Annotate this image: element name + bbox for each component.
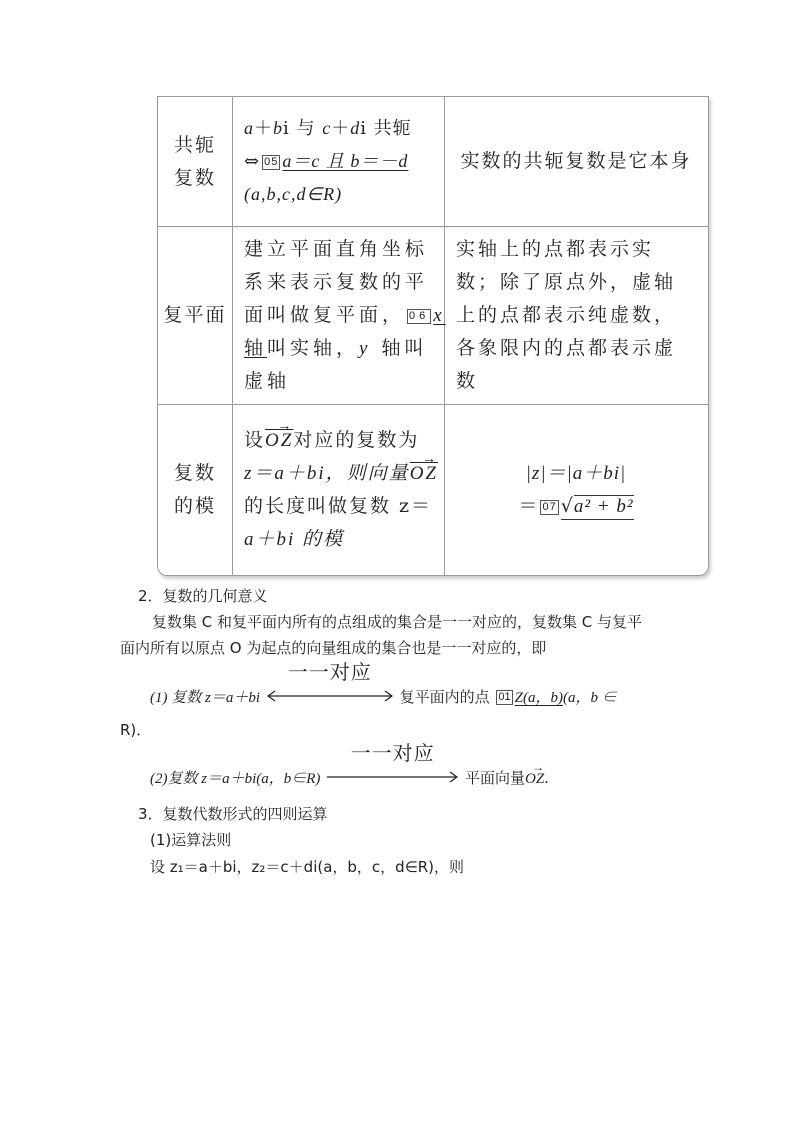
- vector-oz: → $\overline{OZ}$: [409, 451, 438, 484]
- mapping-item-1-tail: R)．: [120, 721, 152, 739]
- one-to-one-arrow: 一一对应: [325, 768, 460, 790]
- row-plane-definition: 建立平面直角坐标 系来表示复数的平 面叫做复平面， 06 x 轴叫实轴，y 轴叫 虚轴: [244, 237, 446, 392]
- row-modulus-name: 复数 的模: [173, 461, 216, 517]
- vector-oz: → OZ: [524, 760, 545, 787]
- paragraph: 复数集 C 和复平面内所有的点组成的集合是一一对应的，复数集 C 与复平: [152, 613, 643, 631]
- row-conjugate-name: 共轭 复数: [173, 133, 216, 189]
- row-plane-property: 实轴上的点都表示实数；除了原点外，虚轴上的点都表示纯虚数，各象限内的点都表示虚数: [456, 237, 677, 392]
- row-plane-name: 复平面: [163, 303, 227, 326]
- row-modulus-definition: 设 → $\overline{OZ}$对应的复数为 z＝a＋bi，则向量 → $\overline{OZ}$ 的长度叫做复数 z＝ a＋bi 的模: [244, 418, 438, 550]
- section-heading: 3．复数代数形式的四则运算: [138, 805, 328, 823]
- answer-blank: a＝c 且 b＝－d: [282, 151, 409, 171]
- one-to-one-arrow: 一一对应: [265, 687, 395, 709]
- paragraph: 面内所有以原点 O 为起点的向量组成的集合也是一一对应的，即: [120, 639, 547, 657]
- comparison-table: [157, 96, 709, 576]
- answer-tag: 05: [264, 156, 279, 168]
- row-modulus-formula: |z|＝|a＋bi| ＝ 07 √a² + b²: [444, 404, 708, 575]
- sqrt-expression: √a² + b²: [561, 495, 634, 520]
- answer-tag: 01: [498, 691, 511, 703]
- row-conjugate-property: 实数的共轭复数是它本身: [460, 150, 692, 172]
- answer-tag: 07: [542, 500, 557, 513]
- row-conjugate-definition: a＋bi 与 c＋di 共轭 ⇔ 05 a＝c 且 b＝－d (a,b,c,d∈R): [244, 118, 412, 204]
- answer-blank: Z(a，b): [514, 690, 563, 706]
- vector-oz: → $\overline{OZ}$: [265, 418, 294, 451]
- mapping-item-1: (1) 复数 z＝a＋bi 一一对应 复平面内的点 01 Z(a，b)(a，b ∈: [150, 686, 617, 709]
- answer-tag: 06: [409, 309, 430, 322]
- right-arrow-icon: [325, 770, 460, 784]
- section-heading: 2．复数的几何意义: [138, 587, 268, 605]
- paragraph: 设 z₁＝a＋bi，z₂＝c＋di(a，b，c，d∈R)，则: [150, 858, 465, 876]
- subheading: (1)运算法则: [150, 831, 232, 849]
- double-arrow-icon: [265, 689, 395, 703]
- mapping-item-2: (2)复数 z＝a＋bi(a，b∈R) 一一对应 平面向量 → OZ.: [150, 767, 549, 790]
